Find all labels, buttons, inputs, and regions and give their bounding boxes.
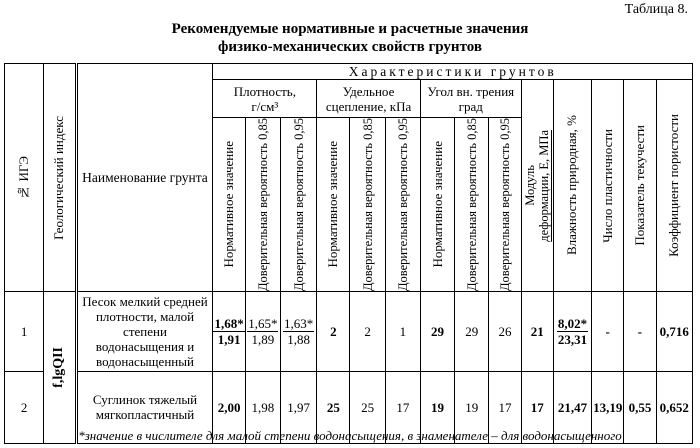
footnote: *значение в числителе для малой степени водонасыщения, в знаменателе – для водонасыщенного xyxy=(78,428,622,443)
row2-friction-conf085: 19 xyxy=(455,371,489,443)
row2-modulus: 17 xyxy=(521,371,553,443)
soil-properties-table xyxy=(4,63,693,444)
col-header-friction-conf095: Доверительная вероятность 0,95 xyxy=(489,118,521,292)
row1-density-normative: $\frac{1,68*}{1,91}$ xyxy=(213,291,245,371)
col-header-liquidity: Показатель текучести xyxy=(624,80,656,292)
row2-friction-conf095: 17 xyxy=(489,371,521,443)
table-title xyxy=(0,20,700,56)
row1-modulus: 21 xyxy=(521,291,553,371)
row2-ige: 2 xyxy=(5,371,44,443)
row2-density-conf085: 1,98 xyxy=(245,371,280,443)
row1-porosity: 0,716 xyxy=(656,291,692,371)
col-header-porosity: Коэффициент пористости xyxy=(656,80,692,292)
row1-density-conf095: $\frac{1,63*}{1,88}$ xyxy=(280,291,316,371)
row1-ige: 1 xyxy=(5,291,44,371)
row1-density-conf085: $\frac{1,65*}{1,89}$ xyxy=(245,291,280,371)
title-line-2: физико-механических свойств грунтов xyxy=(218,39,482,55)
table-row xyxy=(5,291,693,371)
col-header-modulus: Модуль деформации, Е, МПа xyxy=(521,80,553,292)
col-header-density-normative: Нормативное значение xyxy=(213,118,245,292)
row2-moisture: 21,47 xyxy=(553,371,591,443)
row2-plasticity: 13,19 xyxy=(592,371,624,443)
group-header-density: Плотность, г/см³ xyxy=(213,80,317,118)
row2-density-conf095: 1,97 xyxy=(280,371,316,443)
row2-porosity: 0,652 xyxy=(656,371,692,443)
row2-cohesion-conf095: 17 xyxy=(385,371,420,443)
col-header-cohesion-conf085: Доверительная вероятность 0,85 xyxy=(350,118,385,292)
row2-soil-name: Суглинок тяжелый мягкопластичный xyxy=(76,371,213,443)
col-header-cohesion-normative: Нормативное значение xyxy=(317,118,350,292)
col-header-characteristics: Характеристики грунтов xyxy=(213,64,693,80)
col-header-geo-index: Геологический индекс xyxy=(44,64,76,292)
row1-friction-conf085: 29 xyxy=(455,291,489,371)
row1-cohesion-conf085: 2 xyxy=(350,291,385,371)
group-header-cohesion: Удельное сцепление, кПа xyxy=(317,80,421,118)
col-header-soil-name: Наименование грунта xyxy=(76,64,213,292)
row2-cohesion-normative: 25 xyxy=(317,371,350,443)
row2-cohesion-conf085: 25 xyxy=(350,371,385,443)
geo-index-value: f,lgQII xyxy=(44,291,76,443)
row1-liquidity: - xyxy=(624,291,656,371)
row1-moisture: $\frac{8,02*}{23,31}$ xyxy=(553,291,591,371)
col-header-friction-conf085: Доверительная вероятность 0,85 xyxy=(455,118,489,292)
col-header-ige: № ИГЭ xyxy=(5,64,44,292)
row2-liquidity: 0,55 xyxy=(624,371,656,443)
col-header-friction-normative: Нормативное значение xyxy=(420,118,454,292)
row1-cohesion-normative: 2 xyxy=(317,291,350,371)
row1-soil-name: Песок мелкий средней плотности, малой степени водонасыщения и водонасыщенный xyxy=(76,291,213,371)
col-header-moisture: Влажность природная, % xyxy=(553,80,591,292)
col-header-plasticity: Число пластичности xyxy=(592,80,624,292)
row2-density-normative: 2,00 xyxy=(213,371,245,443)
title-line-1: Рекомендуемые нормативные и расчетные значения xyxy=(171,21,529,37)
row1-plasticity: - xyxy=(592,291,624,371)
row1-friction-normative: 29 xyxy=(420,291,454,371)
col-header-cohesion-conf095: Доверительная вероятность 0,95 xyxy=(385,118,420,292)
row1-cohesion-conf095: 1 xyxy=(385,291,420,371)
col-header-density-conf085: Доверительная вероятность 0,85 xyxy=(245,118,280,292)
col-header-density-conf095: Доверительная вероятность 0,95 xyxy=(280,118,316,292)
group-header-friction: Угол вн. трения град xyxy=(420,80,521,118)
table-number: Таблица 8. xyxy=(624,2,688,17)
row2-friction-normative: 19 xyxy=(420,371,454,443)
row1-friction-conf095: 26 xyxy=(489,291,521,371)
